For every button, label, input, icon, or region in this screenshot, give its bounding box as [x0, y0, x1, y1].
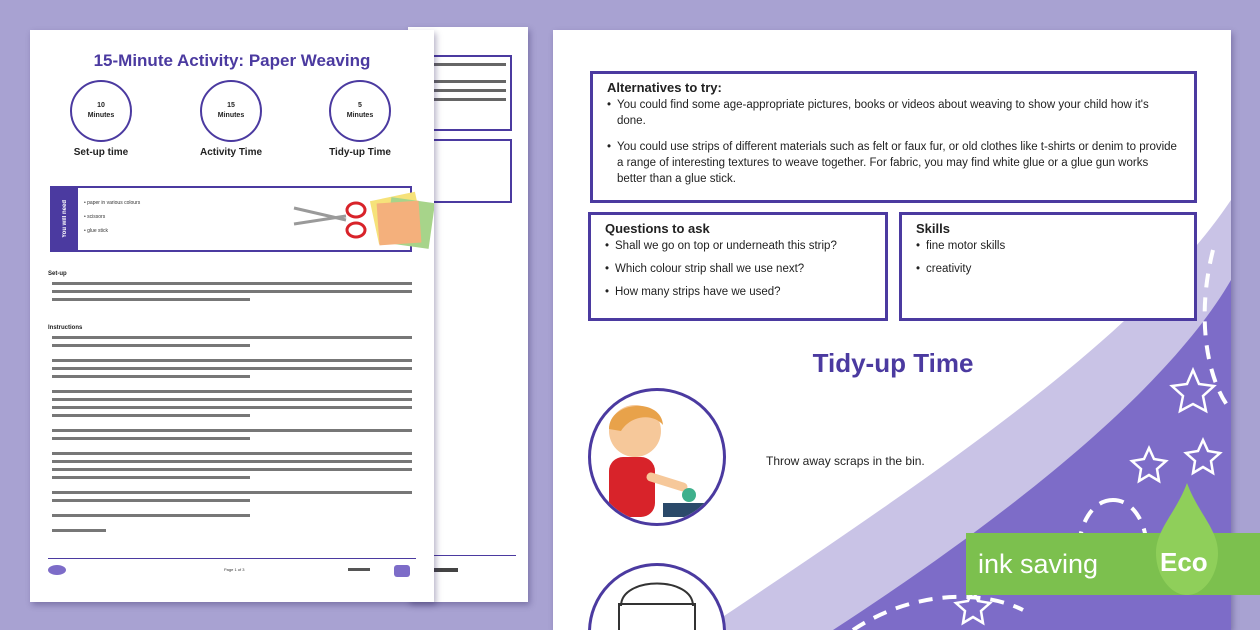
twinkl-logo-icon — [48, 565, 66, 575]
footer-link-bar — [348, 568, 370, 571]
skill-item: • creativity — [916, 261, 1180, 277]
you-will-need-tab — [52, 188, 78, 250]
question-item: • How many strips have we used? — [605, 284, 871, 300]
materials-item: • paper in various colours — [84, 196, 140, 210]
back-page-box-top — [428, 55, 512, 131]
skills-box — [899, 212, 1197, 321]
page-number: Page 1 of 3 — [224, 567, 245, 572]
child-picture-icon — [591, 391, 723, 523]
activity-time-value: 15 — [227, 102, 235, 109]
materials-item: • glue stick — [84, 224, 140, 238]
materials-list — [84, 196, 140, 238]
activity-time-circle — [200, 80, 262, 142]
instructions-heading: Instructions — [48, 325, 83, 331]
back-page-box-middle — [428, 139, 512, 203]
ink-saving-badge — [966, 533, 1260, 595]
materials-item: • scissors — [84, 210, 140, 224]
tidy-time-label: Tidy-up Time — [329, 147, 391, 158]
scissors-and-paper-icon — [282, 190, 434, 252]
you-will-need-label: You will need — [62, 200, 68, 238]
setup-time-unit: Minutes — [87, 112, 115, 119]
setup-text-lines — [52, 282, 412, 306]
question-item: • Which colour strip shall we use next? — [605, 261, 871, 277]
tidy-time-value: 5 — [358, 102, 362, 109]
tidy-time-circle — [329, 80, 391, 142]
questions-heading: Questions to ask — [605, 221, 710, 236]
footer-badge-icon — [394, 565, 410, 577]
tidy-time-unit: Minutes — [346, 112, 374, 119]
eco-label: Eco — [1160, 547, 1208, 577]
setup-time-circle — [70, 80, 132, 142]
eco-drop-icon — [1156, 483, 1218, 595]
activity-time-label: Activity Time — [199, 147, 263, 158]
alternatives-heading: Alternatives to try: — [607, 80, 722, 95]
skill-item: • fine motor skills — [916, 238, 1180, 254]
setup-time-label: Set-up time — [73, 147, 129, 158]
you-will-need-box — [50, 186, 412, 252]
back-page-footer — [428, 555, 516, 572]
question-item: • Shall we go on top or underneath this strip? — [605, 238, 871, 254]
tidy-up-title: Tidy-up Time — [812, 348, 974, 378]
child-illustration — [588, 388, 726, 526]
skills-heading: Skills — [916, 221, 950, 236]
questions-box — [588, 212, 888, 321]
activity-time-unit: Minutes — [217, 112, 245, 119]
alternative-item: • You could find some age-appropriate pictures, books or videos about weaving to show your child how it's done. — [607, 97, 1180, 129]
front-page — [30, 30, 434, 602]
tidy-up-step: Throw away scraps in the bin. — [766, 454, 925, 468]
ink-saving-label: ink saving — [978, 548, 1099, 579]
alternatives-box — [590, 71, 1197, 203]
instructions-text-lines — [52, 336, 412, 537]
front-page-footer — [48, 558, 416, 572]
activity-title: 15-Minute Activity: Paper Weaving — [93, 51, 371, 70]
setup-heading: Set-up — [48, 271, 67, 277]
setup-time-value: 10 — [97, 102, 105, 109]
alternative-item: • You could use strips of different materials such as felt or faux fur, or old clothes like t-shirts or denim to provide a range of interesting textures to weave together. For fabric, you may find white glue or a glue gun works better than a glue stick. — [607, 139, 1180, 187]
